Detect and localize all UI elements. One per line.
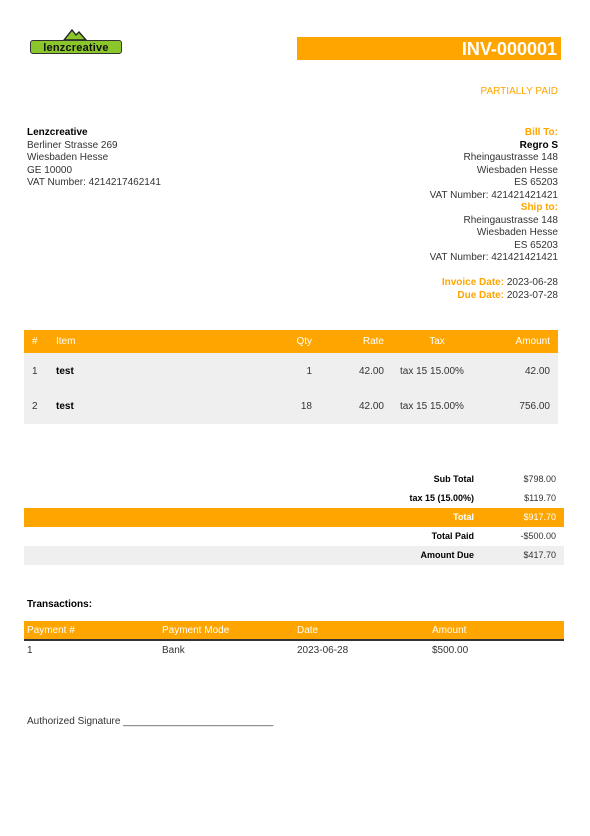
mountain-icon [62, 28, 88, 40]
col-item: Item [48, 330, 260, 353]
col-payment-num: Payment # [24, 621, 159, 640]
transactions-title: Transactions: [27, 599, 93, 610]
row-num: 1 [24, 353, 48, 389]
totals-section [24, 470, 564, 565]
row-num: 2 [24, 389, 48, 424]
invoice-date-row [442, 277, 558, 290]
due-date-row [442, 290, 558, 303]
seller-name: Lenzcreative [27, 127, 88, 138]
authorized-signature: Authorized Signature ___________________________ [27, 716, 274, 727]
col-tax: Tax [392, 330, 482, 353]
ship-to-zip: ES 65203 [514, 239, 558, 251]
subtotal-row [24, 470, 564, 489]
table-row [24, 640, 564, 660]
row-item: test [48, 353, 260, 389]
tax-row [24, 489, 564, 508]
seller-street: Berliner Strasse 269 [27, 139, 118, 151]
bill-to-vat: VAT Number: 421421421421 [429, 189, 558, 201]
items-table [24, 330, 558, 424]
col-amount: Amount [482, 330, 558, 353]
ship-to-vat: VAT Number: 421421421421 [429, 252, 558, 263]
tax-label: tax 15 (15.00%) [409, 493, 474, 503]
bill-to-zip: ES 65203 [514, 177, 558, 188]
transactions-table [24, 621, 564, 660]
subtotal-value: $798.00 [523, 474, 556, 484]
subtotal-label: Sub Total [433, 474, 474, 484]
total-label: Total [453, 512, 474, 522]
invoice-status: PARTIALLY PAID [480, 86, 558, 97]
row-amount: 42.00 [482, 353, 558, 389]
ship-to-city: Wiesbaden Hesse [476, 227, 558, 238]
company-logo [30, 28, 122, 58]
seller-city: Wiesbaden Hesse [27, 152, 109, 163]
row-rate: 42.00 [320, 353, 392, 389]
row-rate: 42.00 [320, 389, 392, 424]
invoice-number: INV-000001 [297, 37, 561, 60]
table-row [24, 389, 558, 424]
tx-mode: Bank [162, 645, 185, 656]
transactions-header-row [24, 621, 564, 640]
bill-to-street: Rheingaustrasse 148 [463, 152, 558, 163]
tax-value: $119.70 [524, 493, 556, 503]
bill-to-label: Bill To: [524, 127, 558, 138]
col-amount: Amount [429, 621, 564, 640]
tx-payment-num: 1 [27, 645, 33, 656]
items-header-row [24, 330, 558, 353]
row-amount: 756.00 [482, 389, 558, 424]
row-item: test [48, 389, 260, 424]
total-paid-row [24, 527, 564, 546]
amount-due-value: $417.70 [523, 550, 556, 560]
seller-vat: VAT Number: 4214217462141 [27, 177, 161, 188]
total-value: $917.70 [523, 512, 556, 522]
amount-due-row [24, 546, 564, 565]
total-paid-label: Total Paid [431, 531, 474, 541]
col-qty: Qty [260, 330, 320, 353]
table-row [24, 353, 558, 389]
seller-address [27, 127, 161, 190]
row-tax: tax 15 15.00% [392, 389, 482, 424]
logo-text: lenzcreative [30, 40, 122, 54]
col-payment-mode: Payment Mode [159, 621, 294, 640]
seller-zip: GE 10000 [27, 164, 73, 176]
due-date-value: 2023-07-28 [506, 289, 558, 301]
customer-addresses [430, 127, 558, 265]
row-tax: tax 15 15.00% [392, 353, 482, 389]
invoice-date-value: 2023-06-28 [506, 277, 558, 288]
total-row [24, 508, 564, 527]
ship-to-label: Ship to: [520, 202, 558, 213]
tx-amount: $500.00 [432, 645, 469, 656]
due-date-label: Due Date: [457, 289, 505, 301]
col-rate: Rate [320, 330, 392, 353]
invoice-date-label: Invoice Date: [441, 277, 505, 288]
invoice-dates [442, 277, 558, 302]
amount-due-label: Amount Due [420, 550, 474, 560]
bill-to-name: Regro S [519, 139, 558, 151]
row-qty: 1 [260, 353, 320, 389]
tx-date: 2023-06-28 [297, 645, 349, 656]
total-paid-value: -$500.00 [520, 531, 556, 541]
col-date: Date [294, 621, 429, 640]
col-num: # [24, 330, 48, 353]
row-qty: 18 [260, 389, 320, 424]
bill-to-city: Wiesbaden Hesse [476, 164, 558, 176]
ship-to-street: Rheingaustrasse 148 [463, 214, 558, 226]
